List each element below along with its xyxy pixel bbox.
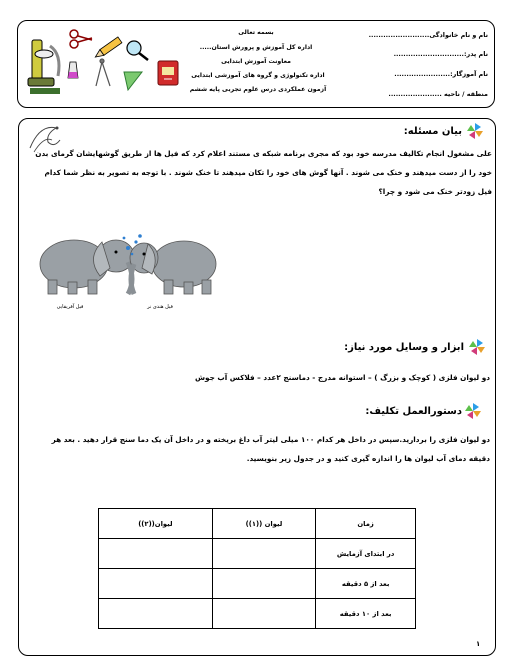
header-line-1: اداره کل آموزش و پرورش استان..... xyxy=(199,44,313,51)
caption-african-elephant: فیل آفریقایی xyxy=(56,304,84,310)
header-line-3: اداره تکنولوژی و گروه های آموزشی ابتدایی xyxy=(191,72,325,79)
pinwheel-icon xyxy=(468,338,486,356)
answer-cell[interactable] xyxy=(99,569,213,599)
header-line-4: آزمون عملکردی درس علوم تجربی پایه ششم xyxy=(189,86,327,93)
father-name-field: نام پدر:............................. xyxy=(393,50,488,58)
instructions-text: دو لیوان فلزی را بردارید.سپس در داخل هر کدام ۱۰۰ میلی لیتر آب داغ بریخته و در داخل آن یک دما سنج قرار دهید . بعد هر دقیقه دمای آب لیوان ها را اندازه گیری کنید و در جدول زیر بنویسید. xyxy=(51,435,490,463)
answer-cell[interactable] xyxy=(212,599,316,629)
elephants-image xyxy=(24,228,234,300)
table-header-row xyxy=(99,509,416,539)
pinwheel-icon xyxy=(464,402,482,420)
answer-cell[interactable] xyxy=(99,599,213,629)
header-time: زمان xyxy=(316,509,416,539)
pinwheel-icon xyxy=(466,122,484,140)
instructions-title: دستورالعمل تکلیف: xyxy=(365,406,462,417)
header-glass-2: لیوان((۲)) xyxy=(99,509,213,539)
name-field: نام و نام خانوادگی......................... xyxy=(368,31,488,39)
tools-title: ابزار و وسایل مورد نیاز: xyxy=(344,342,464,353)
answer-cell[interactable] xyxy=(212,539,316,569)
region-field: منطقه / ناحیه ...................... xyxy=(388,90,488,98)
caption-indian-elephant: فیل هندی نر xyxy=(147,304,173,310)
page-number: ۱ xyxy=(476,640,481,648)
observation-table xyxy=(98,508,416,629)
science-clipart xyxy=(22,26,172,104)
teacher-field: نام آموزگار:....................... xyxy=(394,70,488,78)
answer-cell[interactable] xyxy=(99,539,213,569)
book-icon xyxy=(155,59,181,87)
table-row xyxy=(99,569,416,599)
row-label: بعد از ۱۰ دقیقه xyxy=(316,599,416,629)
table-row xyxy=(99,539,416,569)
tools-text: دو لیوان فلزی ( کوچک و بزرگ ) – استوانه مدرج - دماسنج ۲عدد – فلاکس آب جوش xyxy=(194,373,490,382)
header-glass-1: لیوان ((۱)) xyxy=(212,509,316,539)
bismillah: بسمه تعالی xyxy=(238,29,274,36)
table-row xyxy=(99,599,416,629)
problem-text: علی مشغول انجام تکالیف مدرسه خود بود که مجری برنامه شبکه ی مستند اعلام کرد که فیل ها از طریق گوشهایشان گرمای بدن خود را از دست میدهند و خنک می شوند . آنها گوش های خود را تکان میدهند تا خنک شوند . با توجه به تصویر به نظر شما کدام فیل زودتر خنک می شود و چرا؟ xyxy=(35,149,492,196)
row-label: در ابتدای آزمایش xyxy=(316,539,416,569)
answer-cell[interactable] xyxy=(212,569,316,599)
row-label: بعد از ۵ دقیقه xyxy=(316,569,416,599)
header-line-2: معاونت آموزش ابتدایی xyxy=(221,58,291,65)
problem-title: بیان مسئله: xyxy=(403,126,462,137)
